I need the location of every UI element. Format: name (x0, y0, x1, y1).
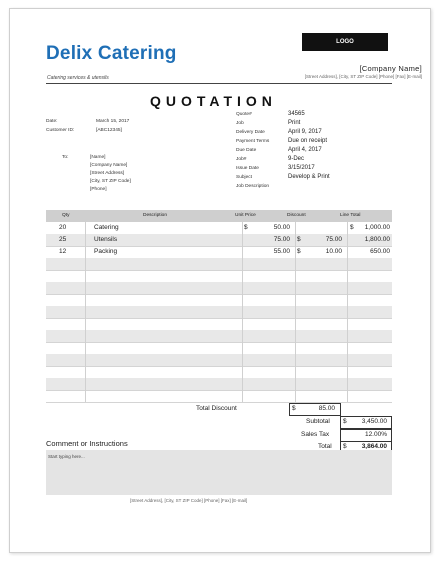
col-discount-header: Discount (287, 213, 306, 218)
company-name[interactable]: [Company Name] (359, 64, 422, 73)
to-company[interactable]: [Company Name] (90, 163, 128, 168)
subtotal-value[interactable]: 3,450.00 (361, 418, 387, 425)
job-value[interactable]: Print (288, 120, 301, 126)
subtotal-currency: $ (343, 418, 347, 425)
due-date-label: Due Date (236, 148, 257, 153)
row-line-total[interactable]: 650.00 (370, 248, 390, 255)
brand-name: Delix Catering (46, 43, 177, 64)
row-qty[interactable]: 25 (59, 236, 67, 243)
comments-input[interactable] (46, 450, 392, 495)
to-city[interactable]: [City, ST ZIP Code] (90, 179, 131, 184)
quotation-document (9, 8, 431, 553)
column-divider (295, 222, 296, 402)
col-description-header: Description (143, 213, 167, 218)
col-line-total-header: Line Total (340, 213, 361, 218)
document-title: QUOTATION (150, 93, 277, 109)
table-row[interactable] (46, 390, 392, 403)
row-discount-currency: $ (297, 236, 301, 243)
payment-terms-label: Payment Terms (236, 139, 270, 144)
row-qty[interactable]: 12 (59, 248, 67, 255)
row-line-total[interactable]: 1,000.00 (364, 224, 390, 231)
delivery-date-value[interactable]: April 9, 2017 (288, 129, 322, 135)
customer-id-label: Customer ID: (46, 128, 75, 133)
sales-tax-label: Sales Tax (301, 431, 330, 438)
header-divider (46, 83, 392, 84)
row-unit-price[interactable]: 75.00 (273, 236, 290, 243)
items-table-body (46, 222, 392, 402)
row-total-currency: $ (350, 224, 354, 231)
date-label: Date: (46, 119, 58, 124)
footer-address[interactable]: [Street Address], [City, ST ZIP Code] [Phone] [Fax] [E-mail] (130, 498, 248, 503)
row-description[interactable]: Packing (94, 248, 118, 255)
total-discount-currency: $ (292, 405, 296, 412)
column-divider (85, 222, 86, 402)
row-discount[interactable]: 10.00 (325, 248, 342, 255)
col-unit-price-header: Unit Price (235, 213, 256, 218)
subject-value[interactable]: Develop & Print (288, 174, 330, 180)
issue-date-value[interactable]: 3/15/2017 (288, 165, 315, 171)
subject-label: Subject (236, 175, 252, 180)
quote-number-label: Quote# (236, 112, 252, 117)
total-discount-value[interactable]: 85.00 (318, 405, 335, 412)
column-divider (347, 222, 348, 402)
row-unit-price[interactable]: 50.00 (273, 224, 290, 231)
total-currency: $ (343, 443, 347, 450)
sales-tax-value[interactable]: 12.00% (364, 431, 387, 438)
job-number-value[interactable]: 9-Dec (288, 156, 305, 162)
col-qty-header: Qty (62, 213, 70, 218)
total-label: Total (318, 443, 332, 450)
to-street[interactable]: [Street Address] (90, 171, 125, 176)
brand-tagline: Catering services & utensils (47, 75, 109, 81)
row-line-total[interactable]: 1,800.00 (364, 236, 390, 243)
comments-heading: Comment or Instructions (46, 439, 128, 448)
total-value[interactable]: 3,864.00 (361, 443, 387, 450)
job-description-label: Job Description (236, 184, 270, 189)
subtotal-label: Subtotal (306, 418, 330, 425)
total-discount-label: Total Discount (196, 405, 237, 412)
comments-placeholder: Start typing here... (48, 454, 85, 459)
row-discount[interactable]: 75.00 (325, 236, 342, 243)
customer-id-value[interactable]: [ABC12345] (96, 128, 122, 133)
column-divider (242, 222, 243, 402)
job-number-label: Job# (236, 157, 247, 162)
to-phone[interactable]: [Phone] (90, 187, 107, 192)
quote-number-value[interactable]: 34565 (288, 111, 305, 117)
row-unit-price[interactable]: 55.00 (273, 248, 290, 255)
date-value[interactable]: March 15, 2017 (96, 119, 130, 124)
due-date-value[interactable]: April 4, 2017 (288, 147, 322, 153)
logo-placeholder[interactable]: LOGO (302, 33, 388, 51)
to-label: To: (62, 155, 69, 160)
delivery-date-label: Delivery Date (236, 130, 265, 135)
row-discount-currency: $ (297, 248, 301, 255)
row-description[interactable]: Utensils (94, 236, 118, 243)
to-name[interactable]: [Name] (90, 155, 106, 160)
payment-terms-value[interactable]: Due on receipt (288, 138, 328, 144)
issue-date-label: Issue Date (236, 166, 259, 171)
row-price-currency: $ (244, 224, 248, 231)
row-description[interactable]: Catering (94, 224, 119, 231)
header-address[interactable]: [Street Address], [City, ST ZIP Code] [Phone] [Fax] [E-mail] (304, 74, 422, 79)
job-label: Job (236, 121, 244, 126)
row-qty[interactable]: 20 (59, 224, 67, 231)
